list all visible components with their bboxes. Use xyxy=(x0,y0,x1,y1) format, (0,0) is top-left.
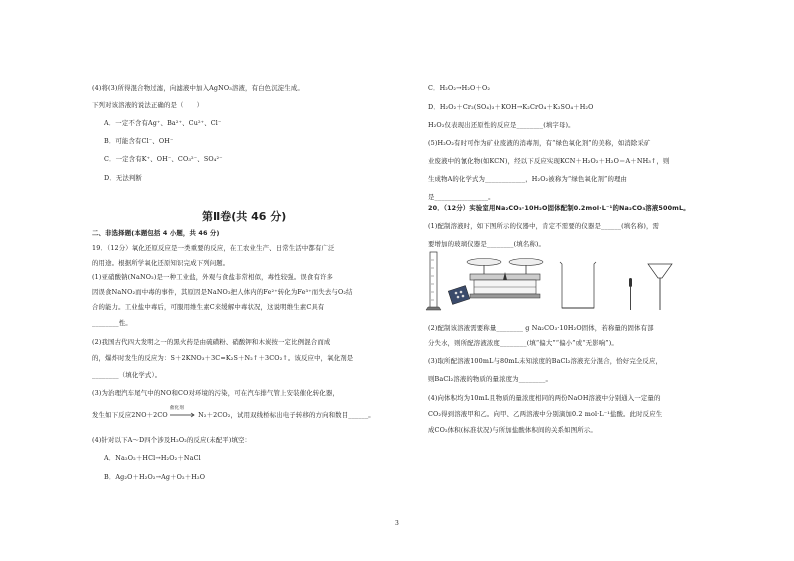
q20-p1-line1: (1)配制溶液时，如下图所示的仪器中，肯定不需要的仪器是______(填名称)，需 xyxy=(428,222,660,230)
q19-p1-line3: 合的能力。工业盐中毒后，可服用维生素C来缓解中毒状况，这说明维生素C具有 xyxy=(92,303,325,311)
q19-p1-line4: ________性。 xyxy=(92,319,132,327)
q19-p3-line1: (3)为治理汽车尾气中的NO和CO对环境的污染，可在汽车排气管上安装催化转化器， xyxy=(92,389,339,397)
q19-p2-line1: (2)我国古代四大发明之一的黑火药是由硫磺粉、硝酸钾和木炭按一定比例混合而成 xyxy=(92,338,331,346)
q20-p4-line2: CO₂得到溶液甲和乙。向甲、乙两溶液中分别滴加0.2 mol·L⁻¹盐酸。此时反应生 xyxy=(428,410,663,418)
q19-p4-b: B．Ag₂O＋H₂O₂→Ag＋O₂＋H₂O xyxy=(104,473,206,481)
q19-p4-c: C．H₂O₂→H₂O＋O₂ xyxy=(428,84,491,92)
q19-p5-line1: (5)H₂O₂有时可作为矿业废液的消毒剂，有“绿色氧化剂”的美称，如消除采矿 xyxy=(428,139,651,147)
q19-p5-line3: 生成物A的化学式为____________，H₂O₂被称为“绿色氧化剂”的理由 xyxy=(428,175,628,183)
q20-text: 20．（12分）实验室用Na₂CO₃·10H₂O固体配制0.2mol·L⁻¹的Na₂CO₃溶液500mL。 xyxy=(428,204,690,212)
weight-box-icon xyxy=(448,286,469,305)
funnel-icon xyxy=(648,264,672,310)
q20-p4-line1: (4)向体积均为10mL且物质的量浓度相同的两份NaOH溶液中分别通入一定量的 xyxy=(428,394,661,402)
q19-p1-line2: 因误食NaNO₂而中毒的事件，其原因是NaNO₂把人体内的Fe²⁺转化为Fe³⁺而失去与O₂结 xyxy=(92,288,353,296)
beaker-icon xyxy=(560,262,596,308)
q19-p5-line2: 业废液中的氰化物(如KCN)，经以下反应实现KCN＋H₂O₂＋H₂O＝A＋NH₃↑，则 xyxy=(428,157,670,165)
q19-p5-line4: 是________________。 xyxy=(428,193,495,201)
reaction-arrow-icon xyxy=(170,412,196,418)
q20-p3-line2: 则BaCl₂溶液的物质的量浓度为________。 xyxy=(428,375,553,383)
q19-p3-line2 xyxy=(92,406,375,419)
q19-p2-line2: 的，爆炸时发生的反应为：S＋2KNO₃＋3C=K₂S＋N₂↑＋3CO₂↑。该反应中，氧化剂是 xyxy=(92,354,354,362)
catalyst-arrow xyxy=(169,406,196,419)
q4-option-a: A．一定不含有Ag⁺、Ba²⁺、Cu²⁺、Cl⁻ xyxy=(104,119,222,127)
catalyst-label: 催化剂 xyxy=(169,406,184,411)
q19-line1: 19．（12分）氧化还原反应是一类重要的反应，在工农业生产、日常生活中都有广泛 xyxy=(92,244,335,252)
q19-p4-a: A．Na₂O₂＋HCl→H₂O₂＋NaCl xyxy=(104,454,201,462)
q20-p4-line3: 成CO₂体积(标准状况)与所加盐酸体积间的关系如图所示。 xyxy=(428,426,597,434)
q19-p4-d: D．H₂O₂＋Cr₂(SO₄)₃＋KOH→K₂CrO₄＋K₂SO₄＋H₂O xyxy=(428,103,594,111)
q20-p2-line2: 分失水，则所配溶液浓度________(填“偏大”“偏小”或“无影响”)。 xyxy=(428,339,618,347)
section-title: 第Ⅱ卷(共 46 分) xyxy=(202,210,287,223)
q4-option-d: D．无法判断 xyxy=(104,174,142,182)
q20-p2-line1: (2)配制该溶液需要称量________ g Na₂CO₃·10H₂O固体，若称量的固体有部 xyxy=(428,324,654,332)
q19-p4-question: H₂O₂仅表现出还原性的反应是________(填字母)。 xyxy=(428,121,575,129)
dropper-icon xyxy=(629,278,632,310)
q4-option-b: B．可能含有Cl⁻、OH⁻ xyxy=(104,137,174,145)
q19-p3-line2-start: 发生如下反应2NO＋2CO xyxy=(92,411,168,419)
section-heading: 二、非选择题(本题包括 4 小题，共 46 分) xyxy=(92,229,220,237)
q4-part4: (4)将(3)所得混合物过滤，向滤液中加入AgNO₃溶液，有白色沉淀生成。 xyxy=(92,84,304,92)
q20-p1-line2: 要增加的玻璃仪器是________(填名称)。 xyxy=(428,240,546,248)
page-number: 3 xyxy=(395,520,399,527)
q19-p3-line2-end: N₂＋2CO₂，试用双线桥标出电子转移的方向和数目______。 xyxy=(198,411,375,419)
q19-line2: 的用途。根据所学氧化还原知识完成下列问题。 xyxy=(92,259,230,267)
q19-p4: (4)针对以下A～D四个涉及H₂O₂的反应(未配平)填空： xyxy=(92,436,252,444)
lab-apparatus-figure xyxy=(420,250,700,316)
graduated-cylinder-icon xyxy=(426,252,441,310)
q20-p3-line1: (3)取所配溶液100mL与80mL未知浓度的BaCl₂溶液充分混合，恰好完全反应， xyxy=(428,357,663,365)
q19-p2-line3: ________（填化学式）。 xyxy=(92,371,162,379)
q20-line1 xyxy=(428,204,690,212)
q4-prompt: 下列对该溶液的说法正确的是（ ） xyxy=(92,101,204,109)
q19-p1-line1: (1)亚硝酸钠(NaNO₂)是一种工业盐，外观与食盐非常相似，毒性较强。误食有许多 xyxy=(92,273,334,281)
balance-scale-icon xyxy=(467,259,543,299)
q4-option-c: C．一定含有K⁺、OH⁻、CO₃²⁻、SO₄²⁻ xyxy=(104,155,223,163)
